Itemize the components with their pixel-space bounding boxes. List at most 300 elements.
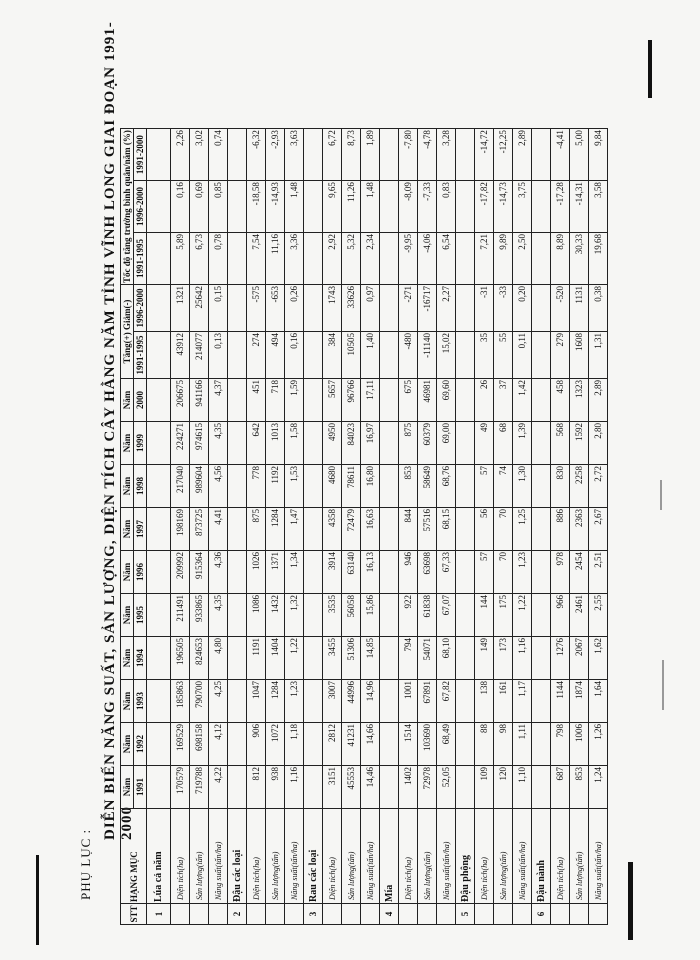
growth-period-header: 1996-2000: [134, 181, 147, 233]
value-cell: 68,10: [437, 637, 456, 680]
table-row: [323, 129, 342, 925]
value-cell: 173: [494, 637, 513, 680]
value-cell: 9,84: [589, 129, 608, 181]
stt-cell: [589, 904, 608, 925]
empty-cell: [147, 508, 171, 551]
value-cell: 3,36: [285, 233, 304, 285]
value-cell: 568: [551, 422, 570, 465]
year-header: 1994: [134, 637, 147, 680]
scan-speck: [662, 660, 664, 710]
value-cell: 451: [247, 379, 266, 422]
value-cell: 67891: [418, 680, 437, 723]
value-cell: -4,78: [418, 129, 437, 181]
empty-cell: [532, 465, 551, 508]
year-header-label: Năm: [121, 379, 134, 422]
appendix-label: PHỤ LỤC :: [78, 828, 93, 900]
value-cell: 853: [399, 465, 418, 508]
value-cell: 0,85: [209, 181, 228, 233]
row-label: Năng suất(tấn/ha): [209, 809, 228, 904]
group-row: [228, 129, 247, 925]
stt-cell: [399, 904, 418, 925]
value-cell: 2,55: [589, 594, 608, 637]
value-cell: 2,51: [589, 551, 608, 594]
empty-cell: [380, 637, 399, 680]
value-cell: 384: [323, 332, 342, 379]
stt-cell: [437, 904, 456, 925]
empty-cell: [304, 233, 323, 285]
value-cell: 1,53: [285, 465, 304, 508]
value-cell: -14,93: [266, 181, 285, 233]
value-cell: 14,96: [361, 680, 380, 723]
table-row: [190, 129, 209, 925]
empty-cell: [228, 332, 247, 379]
empty-cell: [456, 422, 475, 465]
value-cell: 6,72: [323, 129, 342, 181]
empty-cell: [380, 379, 399, 422]
empty-cell: [532, 379, 551, 422]
value-cell: 458: [551, 379, 570, 422]
empty-cell: [228, 594, 247, 637]
row-label: Sản lượng(tấn): [190, 809, 209, 904]
value-cell: 778: [247, 465, 266, 508]
value-cell: 144: [475, 594, 494, 637]
empty-cell: [456, 181, 475, 233]
empty-cell: [147, 233, 171, 285]
table-row: [399, 129, 418, 925]
value-cell: 63140: [342, 551, 361, 594]
value-cell: 54071: [418, 637, 437, 680]
group-stt: 2: [228, 904, 247, 925]
empty-cell: [304, 766, 323, 809]
value-cell: 1,48: [361, 181, 380, 233]
empty-cell: [380, 508, 399, 551]
value-cell: 1371: [266, 551, 285, 594]
empty-cell: [147, 129, 171, 181]
value-cell: -2,93: [266, 129, 285, 181]
empty-cell: [380, 181, 399, 233]
value-cell: 0,16: [171, 181, 190, 233]
group-stt: 6: [532, 904, 551, 925]
table-row: [437, 129, 456, 925]
value-cell: 63698: [418, 551, 437, 594]
value-cell: 1514: [399, 723, 418, 766]
value-cell: 16,80: [361, 465, 380, 508]
value-cell: 214077: [190, 332, 209, 379]
value-cell: 824653: [190, 637, 209, 680]
empty-cell: [147, 594, 171, 637]
value-cell: -8,09: [399, 181, 418, 233]
empty-cell: [456, 285, 475, 332]
empty-cell: [304, 422, 323, 465]
value-cell: -31: [475, 285, 494, 332]
value-cell: 67,82: [437, 680, 456, 723]
value-cell: 0,74: [209, 129, 228, 181]
empty-cell: [380, 285, 399, 332]
value-cell: 9,65: [323, 181, 342, 233]
group-stt: 5: [456, 904, 475, 925]
year-header-label: Năm: [121, 551, 134, 594]
value-cell: 69,60: [437, 379, 456, 422]
empty-cell: [304, 181, 323, 233]
value-cell: 11,16: [266, 233, 285, 285]
value-cell: 3,28: [437, 129, 456, 181]
stt-cell: [513, 904, 532, 925]
value-cell: 4,25: [209, 680, 228, 723]
data-table: [120, 128, 608, 925]
value-cell: 1276: [551, 637, 570, 680]
group-stt: 4: [380, 904, 399, 925]
group-name: Rau các loại: [304, 809, 323, 904]
value-cell: 974615: [190, 422, 209, 465]
value-cell: 43912: [171, 332, 190, 379]
empty-cell: [228, 680, 247, 723]
stt-cell: [190, 904, 209, 925]
value-cell: 1047: [247, 680, 266, 723]
empty-cell: [228, 129, 247, 181]
year-header: 1996: [134, 551, 147, 594]
empty-cell: [228, 379, 247, 422]
value-cell: 1,22: [285, 637, 304, 680]
empty-cell: [456, 379, 475, 422]
value-cell: 2,92: [323, 233, 342, 285]
empty-cell: [456, 680, 475, 723]
value-cell: 2461: [570, 594, 589, 637]
value-cell: 1131: [570, 285, 589, 332]
value-cell: 719788: [190, 766, 209, 809]
value-cell: 2,89: [589, 379, 608, 422]
value-cell: -653: [266, 285, 285, 332]
table-row: [361, 129, 380, 925]
empty-cell: [532, 129, 551, 181]
group-name: Đậu các loại: [228, 809, 247, 904]
value-cell: 1,16: [513, 637, 532, 680]
value-cell: -520: [551, 285, 570, 332]
scan-mark-top: [648, 40, 652, 98]
row-label: Sản lượng(tấn): [342, 809, 361, 904]
value-cell: 1006: [570, 723, 589, 766]
value-cell: 2812: [323, 723, 342, 766]
value-cell: 72978: [418, 766, 437, 809]
value-cell: 1,34: [285, 551, 304, 594]
change-header: Tăng(+) Giảm(-): [121, 285, 134, 379]
empty-cell: [532, 766, 551, 809]
value-cell: 69,00: [437, 422, 456, 465]
value-cell: 0,16: [285, 332, 304, 379]
empty-cell: [147, 465, 171, 508]
value-cell: 4,41: [209, 508, 228, 551]
empty-cell: [532, 422, 551, 465]
value-cell: 224271: [171, 422, 190, 465]
value-cell: 211491: [171, 594, 190, 637]
value-cell: 9,89: [494, 233, 513, 285]
table-row: [513, 129, 532, 925]
empty-cell: [380, 766, 399, 809]
value-cell: 26: [475, 379, 494, 422]
year-header-label: Năm: [121, 594, 134, 637]
empty-cell: [380, 332, 399, 379]
change-period-header: 1996-2000: [134, 285, 147, 332]
empty-cell: [147, 332, 171, 379]
value-cell: 88: [475, 723, 494, 766]
year-header-label: Năm: [121, 508, 134, 551]
value-cell: 2,50: [513, 233, 532, 285]
value-cell: 6,73: [190, 233, 209, 285]
value-cell: 68: [494, 422, 513, 465]
value-cell: 49: [475, 422, 494, 465]
page-title: DIỄN BIẾN NĂNG SUẤT, SẢN LƯỢNG, DIỆN TÍCH CÂY HẰNG NĂM TỈNH VĨNH LONG GIAI ĐOẠN 1991-2000: [102, 21, 135, 840]
value-cell: 55: [494, 332, 513, 379]
value-cell: 0,13: [209, 332, 228, 379]
empty-cell: [304, 465, 323, 508]
empty-cell: [380, 551, 399, 594]
year-header-label: Năm: [121, 766, 134, 809]
value-cell: 0,38: [589, 285, 608, 332]
value-cell: 4,56: [209, 465, 228, 508]
value-cell: 14,85: [361, 637, 380, 680]
value-cell: 2,67: [589, 508, 608, 551]
empty-cell: [228, 422, 247, 465]
year-header-label: Năm: [121, 465, 134, 508]
value-cell: 1404: [266, 637, 285, 680]
value-cell: 3,75: [513, 181, 532, 233]
year-header: 1991: [134, 766, 147, 809]
year-header: 1998: [134, 465, 147, 508]
value-cell: 4,22: [209, 766, 228, 809]
value-cell: -17,28: [551, 181, 570, 233]
value-cell: 1013: [266, 422, 285, 465]
empty-cell: [380, 422, 399, 465]
empty-cell: [147, 285, 171, 332]
value-cell: 3007: [323, 680, 342, 723]
value-cell: 5,89: [171, 233, 190, 285]
group-row: [304, 129, 323, 925]
value-cell: 68,76: [437, 465, 456, 508]
year-header: 2000: [134, 379, 147, 422]
empty-cell: [304, 594, 323, 637]
value-cell: 1323: [570, 379, 589, 422]
value-cell: 70: [494, 551, 513, 594]
group-stt: 1: [147, 904, 171, 925]
row-label: Năng suất(tấn/ha): [285, 809, 304, 904]
value-cell: -18,58: [247, 181, 266, 233]
value-cell: 185863: [171, 680, 190, 723]
value-cell: -14,72: [475, 129, 494, 181]
value-cell: 1086: [247, 594, 266, 637]
value-cell: 5,32: [342, 233, 361, 285]
group-name: Đậu nành: [532, 809, 551, 904]
group-name: Mía: [380, 809, 399, 904]
value-cell: 35: [475, 332, 494, 379]
empty-cell: [147, 766, 171, 809]
value-cell: 1,16: [285, 766, 304, 809]
table-row: [247, 129, 266, 925]
value-cell: 37: [494, 379, 513, 422]
group-row: [380, 129, 399, 925]
empty-cell: [532, 594, 551, 637]
value-cell: 57: [475, 465, 494, 508]
value-cell: 1,10: [513, 766, 532, 809]
empty-cell: [532, 285, 551, 332]
scan-mark-left: [36, 855, 39, 945]
value-cell: 2,34: [361, 233, 380, 285]
value-cell: 4,36: [209, 551, 228, 594]
group-stt: 3: [304, 904, 323, 925]
value-cell: 274: [247, 332, 266, 379]
empty-cell: [532, 508, 551, 551]
empty-cell: [147, 379, 171, 422]
group-row: [532, 129, 551, 925]
empty-cell: [304, 723, 323, 766]
year-header-label: Năm: [121, 723, 134, 766]
stt-cell: [171, 904, 190, 925]
empty-cell: [228, 233, 247, 285]
value-cell: 96766: [342, 379, 361, 422]
value-cell: 1874: [570, 680, 589, 723]
value-cell: 1144: [551, 680, 570, 723]
empty-cell: [532, 680, 551, 723]
value-cell: 1,64: [589, 680, 608, 723]
value-cell: 30,33: [570, 233, 589, 285]
value-cell: 68,15: [437, 508, 456, 551]
value-cell: 57516: [418, 508, 437, 551]
row-label: Sản lượng(tấn): [494, 809, 513, 904]
value-cell: 15,86: [361, 594, 380, 637]
empty-cell: [228, 723, 247, 766]
stt-cell: [418, 904, 437, 925]
value-cell: -12,25: [494, 129, 513, 181]
value-cell: 51306: [342, 637, 361, 680]
value-cell: 1,23: [285, 680, 304, 723]
value-cell: 1592: [570, 422, 589, 465]
value-cell: 1026: [247, 551, 266, 594]
value-cell: 1,59: [285, 379, 304, 422]
empty-cell: [228, 465, 247, 508]
table-row: [418, 129, 437, 925]
stt-cell: [323, 904, 342, 925]
value-cell: 138: [475, 680, 494, 723]
value-cell: 1001: [399, 680, 418, 723]
value-cell: 3,02: [190, 129, 209, 181]
year-header-label: Năm: [121, 680, 134, 723]
value-cell: 2,89: [513, 129, 532, 181]
value-cell: 4950: [323, 422, 342, 465]
value-cell: 74: [494, 465, 513, 508]
value-cell: 4,12: [209, 723, 228, 766]
value-cell: -14,31: [570, 181, 589, 233]
value-cell: 10505: [342, 332, 361, 379]
year-header-label: Năm: [121, 422, 134, 465]
year-header: 1993: [134, 680, 147, 723]
value-cell: 1,48: [285, 181, 304, 233]
value-cell: 922: [399, 594, 418, 637]
value-cell: 19,68: [589, 233, 608, 285]
group-name: Đậu phộng: [456, 809, 475, 904]
value-cell: 14,46: [361, 766, 380, 809]
value-cell: 1072: [266, 723, 285, 766]
group-name: Lúa cả năm: [147, 809, 171, 904]
value-cell: 84023: [342, 422, 361, 465]
value-cell: -11140: [418, 332, 437, 379]
value-cell: 2363: [570, 508, 589, 551]
value-cell: 989604: [190, 465, 209, 508]
year-header: 1992: [134, 723, 147, 766]
empty-cell: [304, 508, 323, 551]
empty-cell: [147, 181, 171, 233]
value-cell: 169529: [171, 723, 190, 766]
row-label: Diện tích(ha): [399, 809, 418, 904]
value-cell: -16717: [418, 285, 437, 332]
value-cell: 56058: [342, 594, 361, 637]
value-cell: 1,30: [513, 465, 532, 508]
value-cell: 3914: [323, 551, 342, 594]
value-cell: 1,17: [513, 680, 532, 723]
row-label: Năng suất(tấn/ha): [437, 809, 456, 904]
value-cell: 1,62: [589, 637, 608, 680]
stt-cell: [266, 904, 285, 925]
table-row: [209, 129, 228, 925]
value-cell: 15,02: [437, 332, 456, 379]
value-cell: 4680: [323, 465, 342, 508]
value-cell: 1,11: [513, 723, 532, 766]
value-cell: 0,97: [361, 285, 380, 332]
value-cell: 52,05: [437, 766, 456, 809]
empty-cell: [456, 233, 475, 285]
value-cell: 6,54: [437, 233, 456, 285]
value-cell: 14,66: [361, 723, 380, 766]
year-header: 1995: [134, 594, 147, 637]
stt-cell: [494, 904, 513, 925]
value-cell: 844: [399, 508, 418, 551]
value-cell: 44996: [342, 680, 361, 723]
empty-cell: [532, 637, 551, 680]
value-cell: -7,80: [399, 129, 418, 181]
value-cell: 1,23: [513, 551, 532, 594]
value-cell: 3535: [323, 594, 342, 637]
value-cell: 196505: [171, 637, 190, 680]
value-cell: 3,63: [285, 129, 304, 181]
value-cell: 16,63: [361, 508, 380, 551]
value-cell: 2258: [570, 465, 589, 508]
value-cell: 33626: [342, 285, 361, 332]
row-label: Năng suất(tấn/ha): [513, 809, 532, 904]
value-cell: 1192: [266, 465, 285, 508]
value-cell: 946: [399, 551, 418, 594]
value-cell: -575: [247, 285, 266, 332]
row-label: Sản lượng(tấn): [570, 809, 589, 904]
value-cell: 794: [399, 637, 418, 680]
empty-cell: [147, 723, 171, 766]
stt-cell: [247, 904, 266, 925]
value-cell: 933865: [190, 594, 209, 637]
value-cell: 2067: [570, 637, 589, 680]
col-stt-header: STT: [121, 904, 147, 925]
year-header: 1997: [134, 508, 147, 551]
empty-cell: [228, 637, 247, 680]
empty-cell: [228, 285, 247, 332]
value-cell: 718: [266, 379, 285, 422]
value-cell: 906: [247, 723, 266, 766]
value-cell: 98: [494, 723, 513, 766]
value-cell: 675: [399, 379, 418, 422]
empty-cell: [147, 422, 171, 465]
value-cell: 915364: [190, 551, 209, 594]
value-cell: -480: [399, 332, 418, 379]
row-label: Diện tích(ha): [171, 809, 190, 904]
empty-cell: [304, 332, 323, 379]
value-cell: 45553: [342, 766, 361, 809]
value-cell: 1,58: [285, 422, 304, 465]
empty-cell: [147, 680, 171, 723]
